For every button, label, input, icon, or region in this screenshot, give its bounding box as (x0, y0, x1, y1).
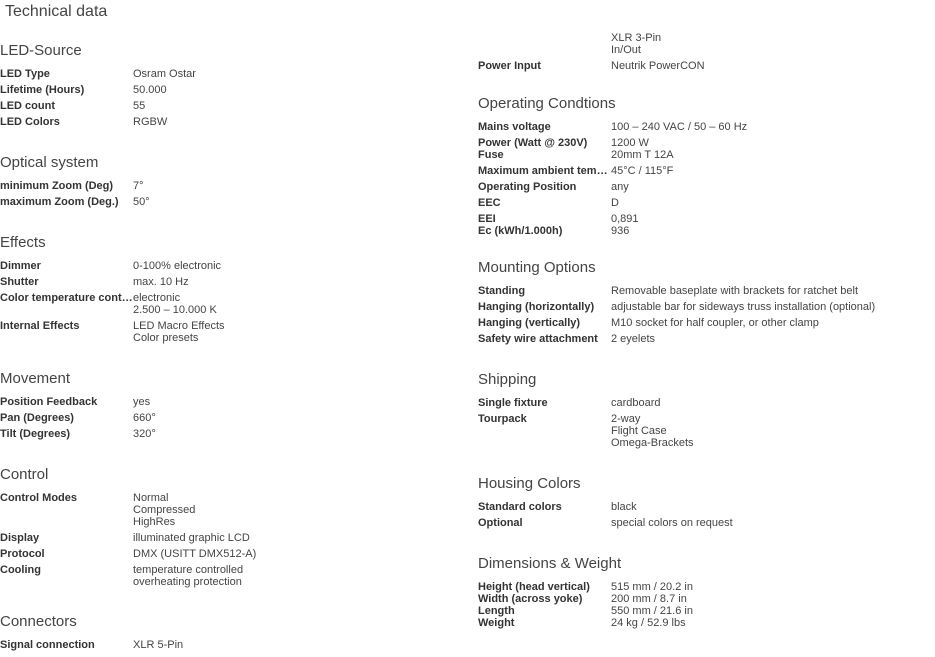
value-line: 7° (133, 180, 144, 192)
spec-label: LED Type (0, 68, 50, 80)
spec-row (478, 121, 935, 133)
section-title: Optical system (0, 154, 99, 171)
value-line: XLR 5-Pin (133, 639, 184, 651)
spec-row (0, 68, 460, 80)
spec-value (611, 181, 935, 193)
spec-value (611, 605, 935, 617)
spec-label: Control Modes (0, 492, 77, 504)
section-title: Shipping (478, 371, 537, 388)
spec-label: Protocol (0, 548, 45, 560)
spec-row (0, 548, 460, 560)
section-title: Control (0, 466, 49, 483)
spec-value (611, 617, 935, 629)
spec-label (478, 32, 611, 56)
spec-row (0, 639, 460, 651)
spec-row (478, 301, 935, 313)
section-title: Movement (0, 370, 71, 387)
section-title: Connectors (0, 613, 77, 630)
value-line: LED Macro Effects (133, 320, 225, 332)
value-line: 1200 W (611, 137, 649, 149)
section-title: Operating Condtions (478, 95, 616, 112)
spec-value (133, 84, 460, 96)
spec-label: Maximum ambient tem… (478, 165, 608, 177)
value-line: 50° (133, 196, 150, 208)
spec-value (133, 548, 460, 560)
spec-label: Hanging (vertically) (478, 317, 581, 329)
spec-label: Pan (Degrees) (0, 412, 74, 424)
spec-label: Position Feedback (0, 396, 98, 408)
section-title: LED-Source (0, 42, 82, 59)
spec-value (611, 593, 935, 605)
value-line: illuminated graphic LCD (133, 532, 250, 544)
spec-table (0, 260, 460, 348)
spec-value (611, 121, 935, 133)
spec-label: Optional (478, 517, 523, 529)
value-line: 2 eyelets (611, 333, 656, 345)
spec-row (478, 165, 935, 177)
spec-value (133, 180, 460, 192)
spec-row (478, 213, 935, 225)
value-line: Color presets (133, 332, 199, 344)
spec-label: Signal connection (0, 639, 95, 651)
spec-value (133, 68, 460, 80)
spec-label: Standard colors (478, 501, 562, 513)
spec-row (478, 397, 935, 409)
section-title: Dimensions & Weight (478, 555, 622, 572)
spec-row (0, 196, 460, 208)
value-line: any (611, 181, 629, 193)
spec-row (478, 413, 935, 449)
spec-value (611, 581, 935, 593)
value-line: Omega-Brackets (611, 437, 694, 449)
spec-row (478, 60, 935, 72)
spec-row (478, 605, 935, 617)
value-line: Normal (133, 492, 169, 504)
spec-label: Lifetime (Hours) (0, 84, 85, 96)
value-line: RGBW (133, 116, 168, 128)
value-line: 24 kg / 52.9 lbs (611, 617, 686, 629)
spec-row (478, 149, 935, 161)
spec-table (0, 68, 460, 132)
spec-label: EEI (478, 213, 496, 225)
spec-label: Weight (478, 617, 515, 629)
spec-label: Mains voltage (478, 121, 551, 133)
spec-table (478, 397, 935, 453)
spec-value (133, 639, 460, 651)
value-line: Osram Ostar (133, 68, 196, 80)
spec-value (133, 532, 460, 544)
spec-row (0, 180, 460, 192)
spec-row (478, 137, 935, 149)
spec-table (0, 639, 460, 651)
spec-value (611, 149, 935, 161)
value-line: Removable baseplate with brackets for ratchet belt (611, 285, 859, 297)
value-line: In/Out (611, 44, 641, 56)
spec-table (0, 180, 460, 212)
spec-label: Ec (kWh/1.000h) (478, 225, 563, 237)
value-line: 20mm T 12A (611, 149, 674, 161)
spec-label: Shutter (0, 276, 39, 288)
spec-row (0, 412, 460, 424)
spec-row (478, 317, 935, 329)
spec-row (0, 276, 460, 288)
value-line: 2.500 – 10.000 K (133, 304, 217, 316)
spec-value (611, 333, 935, 345)
value-line: 200 mm / 8.7 in (611, 593, 687, 605)
value-line: 2-way (611, 413, 641, 425)
value-line: adjustable bar for sideways truss installation (optional) (611, 301, 876, 313)
spec-row (0, 84, 460, 96)
spec-value (611, 301, 935, 313)
value-line: 55 (133, 100, 146, 112)
spec-table (478, 121, 935, 241)
spec-label: Internal Effects (0, 320, 80, 332)
spec-value (133, 412, 460, 424)
spec-value (611, 165, 935, 177)
spec-value (611, 285, 935, 297)
value-line: 936 (611, 225, 630, 237)
spec-label: Color temperature cont… (0, 292, 133, 304)
value-line: temperature controlled (133, 564, 244, 576)
spec-row (0, 428, 460, 440)
spec-label: Standing (478, 285, 526, 297)
spec-row (478, 593, 935, 605)
value-line: 515 mm / 20.2 in (611, 581, 693, 593)
spec-row (0, 320, 460, 344)
spec-row (478, 225, 935, 237)
value-line: Flight Case (611, 425, 667, 437)
value-line: 45°C / 115°F (611, 165, 674, 177)
spec-row (478, 581, 935, 593)
spec-label: minimum Zoom (Deg) (0, 180, 114, 192)
value-line: 320° (133, 428, 156, 440)
spec-row (478, 181, 935, 193)
spec-label: Single fixture (478, 397, 548, 409)
value-line: D (611, 197, 619, 209)
spec-label: Cooling (0, 564, 41, 576)
spec-value (611, 517, 935, 529)
value-line: 0-100% electronic (133, 260, 222, 272)
page-title: Technical data (5, 3, 108, 20)
spec-row (0, 396, 460, 408)
spec-value (133, 564, 460, 588)
spec-label: Display (0, 532, 40, 544)
spec-row (0, 100, 460, 112)
spec-label: Operating Position (478, 181, 577, 193)
spec-label: Tourpack (478, 413, 527, 425)
spec-label: Power Input (478, 60, 541, 72)
spec-value (611, 397, 935, 409)
spec-value (133, 116, 460, 128)
section-title: Housing Colors (478, 475, 581, 492)
value-line: yes (133, 396, 151, 408)
spec-value (611, 213, 935, 225)
section-title: Mounting Options (478, 259, 596, 276)
value-line: electronic (133, 292, 181, 304)
spec-value (133, 196, 460, 208)
spec-label: Safety wire attachment (478, 333, 598, 345)
spec-value (133, 276, 460, 288)
spec-value (611, 197, 935, 209)
spec-label: Hanging (horizontally) (478, 301, 595, 313)
spec-table (0, 492, 460, 592)
spec-label: Length (478, 605, 515, 617)
value-line: DMX (USITT DMX512-A) (133, 548, 257, 560)
spec-row (478, 501, 935, 513)
spec-table (0, 396, 460, 444)
value-line: Compressed (133, 504, 196, 516)
value-line: 660° (133, 412, 156, 424)
spec-label: maximum Zoom (Deg.) (0, 196, 119, 208)
value-line: cardboard (611, 397, 661, 409)
spec-row (0, 532, 460, 544)
value-line: 50.000 (133, 84, 167, 96)
spec-label: LED count (0, 100, 55, 112)
value-line: max. 10 Hz (133, 276, 189, 288)
spec-value (133, 396, 460, 408)
spec-value (611, 413, 935, 449)
spec-table (478, 32, 935, 76)
spec-table (478, 285, 935, 349)
spec-value (611, 317, 935, 329)
value-line: HighRes (133, 516, 176, 528)
spec-label: Dimmer (0, 260, 41, 272)
value-line: 100 – 240 VAC / 50 – 60 Hz (611, 121, 748, 133)
value-line: M10 socket for half coupler, or other clamp (611, 317, 819, 329)
spec-value (611, 137, 935, 149)
spec-label: Height (head vertical) (478, 581, 590, 593)
spec-value (611, 32, 935, 56)
spec-row (478, 617, 935, 629)
spec-table (478, 581, 935, 629)
spec-label: LED Colors (0, 116, 60, 128)
spec-label: Fuse (478, 149, 504, 161)
spec-row (0, 292, 460, 316)
value-line: special colors on request (611, 517, 733, 529)
spec-value (133, 100, 460, 112)
spec-value (611, 225, 935, 237)
spec-label: Width (across yoke) (478, 593, 583, 605)
spec-row (478, 333, 935, 345)
value-line: black (611, 501, 637, 513)
spec-row (0, 116, 460, 128)
spec-value (133, 260, 460, 272)
spec-row (0, 492, 460, 528)
spec-label: Tilt (Degrees) (0, 428, 71, 440)
spec-label: EEC (478, 197, 501, 209)
spec-row (0, 260, 460, 272)
spec-value (133, 292, 460, 316)
spec-table (478, 501, 935, 533)
spec-row (478, 32, 935, 56)
spec-row (478, 285, 935, 297)
spec-row (0, 564, 460, 588)
value-line: overheating protection (133, 576, 242, 588)
spec-value (133, 492, 460, 528)
value-line: 550 mm / 21.6 in (611, 605, 693, 617)
spec-value (133, 320, 460, 344)
section-title: Effects (0, 234, 46, 251)
spec-value (133, 428, 460, 440)
spec-row (478, 197, 935, 209)
spec-value (611, 501, 935, 513)
value-line: Neutrik PowerCON (611, 60, 705, 72)
spec-row (478, 517, 935, 529)
spec-label: Power (Watt @ 230V) (478, 137, 588, 149)
spec-value (611, 60, 935, 72)
value-line: XLR 3-Pin (611, 32, 662, 44)
value-line: 0,891 (611, 213, 639, 225)
